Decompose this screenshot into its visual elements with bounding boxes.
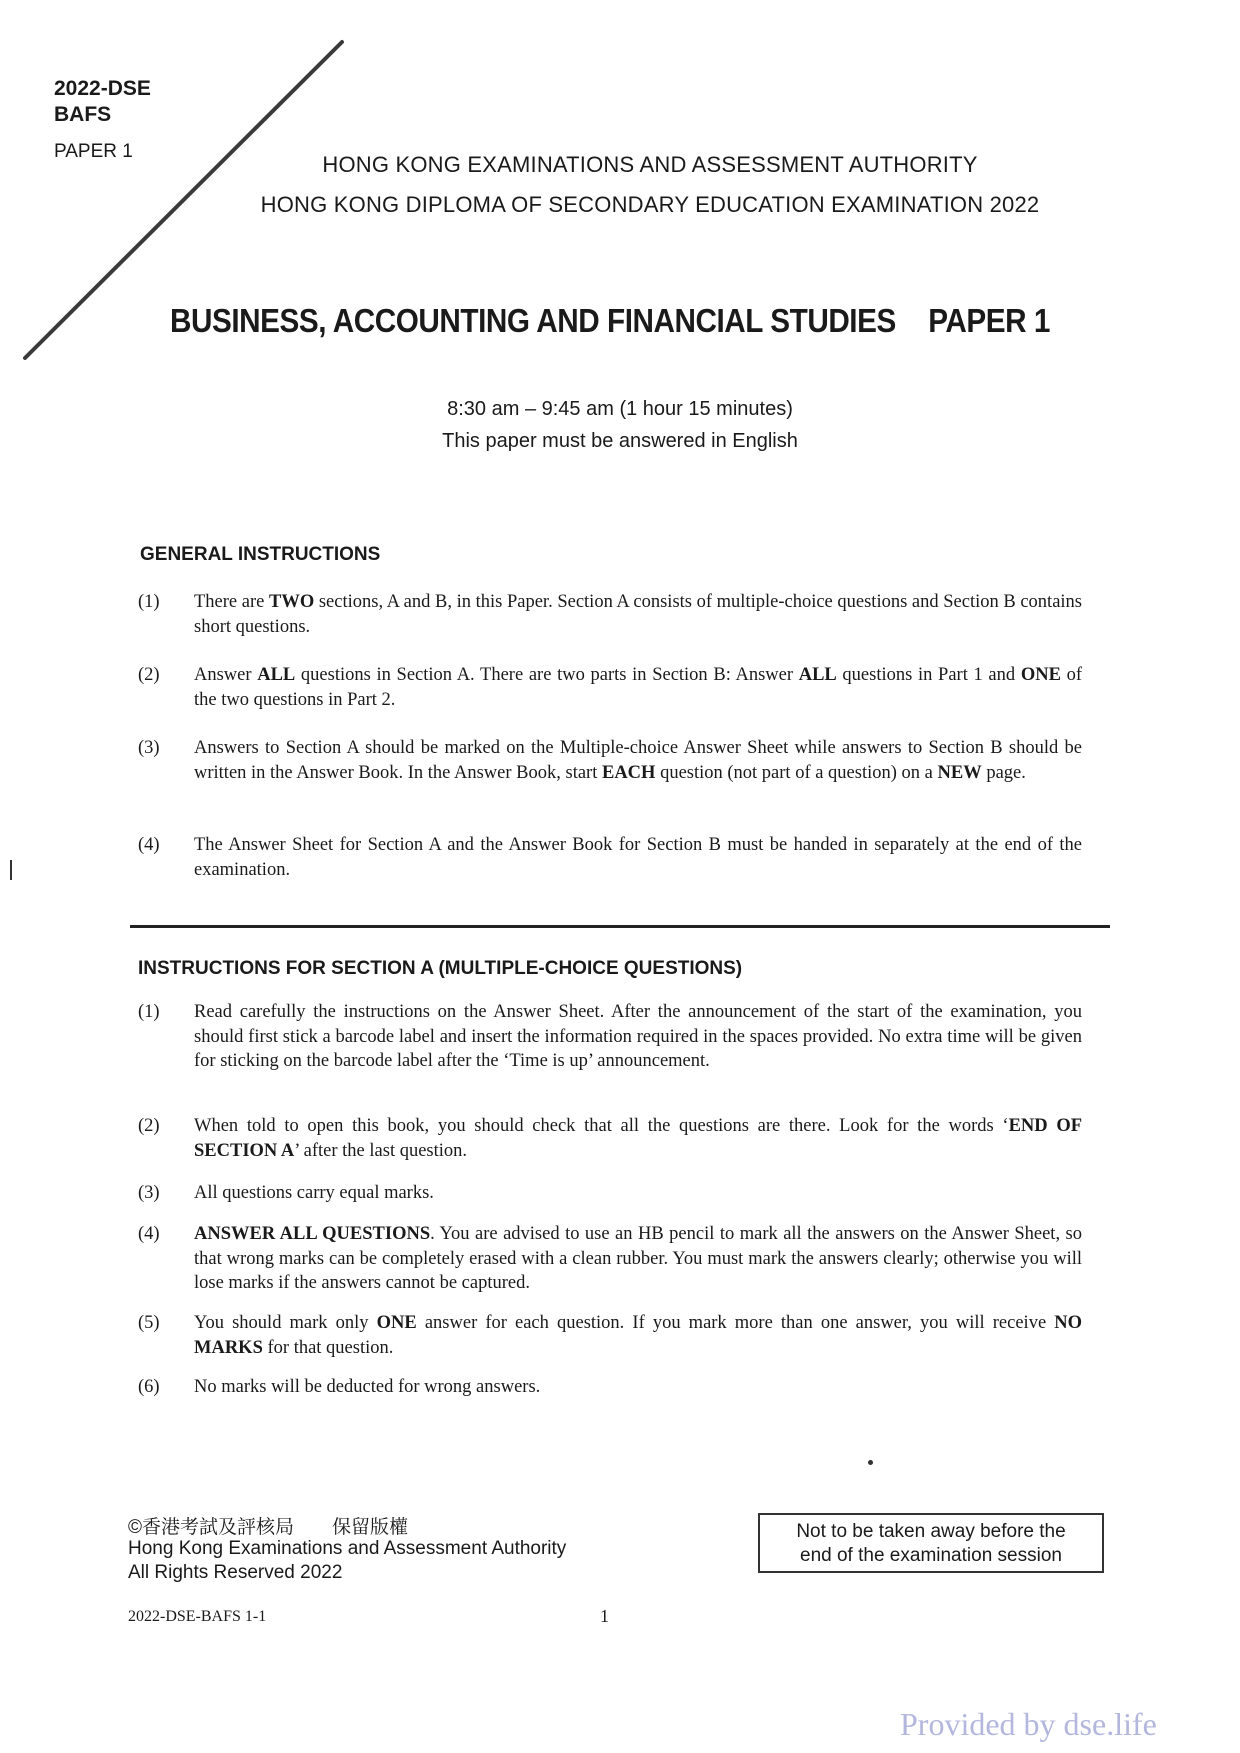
item-number: (4) xyxy=(138,835,160,855)
item-number: (3) xyxy=(138,738,160,758)
subject-title: BUSINESS, ACCOUNTING AND FINANCIAL STUDIES xyxy=(170,302,896,339)
notice-box xyxy=(758,1513,1104,1573)
notice-line: end of the examination session xyxy=(800,1545,1062,1566)
scan-dot xyxy=(868,1460,873,1465)
scan-mark xyxy=(10,860,12,880)
copyright-rights: All Rights Reserved 2022 xyxy=(128,1562,343,1583)
item-number: (6) xyxy=(138,1377,160,1397)
item-text: ANSWER ALL QUESTIONS. You are advised to use an HB pencil to mark all the answers on the Answer Sheet, so that wrong marks can be completely erased with a clean rubber. You must mark the answers clearly; otherwise you will lose marks if the answers cannot be captured. xyxy=(194,1224,1082,1293)
item-number: (4) xyxy=(138,1224,160,1244)
item-number: (5) xyxy=(138,1313,160,1333)
item-text: No marks will be deducted for wrong answers. xyxy=(194,1377,541,1397)
item-text: All questions carry equal marks. xyxy=(194,1183,434,1203)
section-divider xyxy=(130,925,1110,928)
item-number: (2) xyxy=(138,1116,160,1136)
item-text: You should mark only ONE answer for each question. If you mark more than one answer, you will receive NO MARKS for that question. xyxy=(194,1313,1083,1358)
item-text: When told to open this book, you should check that all the questions are there. Look for the words ‘END OF SECTION A’ after the last question. xyxy=(194,1116,1083,1161)
copyright-english: Hong Kong Examinations and Assessment Authority xyxy=(128,1538,567,1559)
copyright-chinese: ©香港考試及評核局 保留版權 xyxy=(128,1517,409,1538)
language-note: This paper must be answered in English xyxy=(442,430,798,452)
section-a-heading: INSTRUCTIONS FOR SECTION A (MULTIPLE-CHOICE QUESTIONS) xyxy=(138,958,743,979)
corner-exam-code xyxy=(54,76,151,128)
item-text: Answer ALL questions in Section A. There are two parts in Section B: Answer ALL questions in Part 1 and ONE of the two questions in Part 2. xyxy=(194,665,1083,710)
item-number: (1) xyxy=(138,592,160,612)
item-text: Answers to Section A should be marked on the Multiple-choice Answer Sheet while answers to Section B should be written in the Answer Book. In the Answer Book, start EACH question (not part of a question) on a NEW page. xyxy=(194,738,1082,783)
item-text: Read carefully the instructions on the Answer Sheet. After the announcement of the start of the examination, you should first stick a barcode label and insert the information required in the spaces provided. No extra time will be given for sticking on the barcode label after the ‘Time is up’ announcement. xyxy=(194,1002,1082,1071)
item-number: (3) xyxy=(138,1183,160,1203)
page-title xyxy=(170,302,1050,340)
exam-name: HONG KONG DIPLOMA OF SECONDARY EDUCATION EXAMINATION 2022 xyxy=(260,192,1040,217)
notice-line: Not to be taken away before the xyxy=(796,1521,1066,1542)
corner-subject-line: BAFS xyxy=(54,103,112,126)
authority-name: HONG KONG EXAMINATIONS AND ASSESSMENT AUTHORITY xyxy=(322,152,978,177)
item-text: There are TWO sections, A and B, in this Paper. Section A consists of multiple-choice questions and Section B contains short questions. xyxy=(194,592,1082,637)
paper-title: PAPER 1 xyxy=(928,302,1050,339)
corner-code-line: 2022-DSE xyxy=(54,77,151,100)
item-text: The Answer Sheet for Section A and the Answer Book for Section B must be handed in separately at the end of the examination. xyxy=(194,835,1082,880)
page-number: 1 xyxy=(600,1606,609,1626)
exam-time: 8:30 am – 9:45 am (1 hour 15 minutes) xyxy=(447,398,793,420)
watermark-provided-by: Provided by dse.life xyxy=(900,1706,1157,1742)
corner-paper-label: PAPER 1 xyxy=(54,141,133,162)
general-instructions-heading: GENERAL INSTRUCTIONS xyxy=(140,544,381,565)
item-number: (1) xyxy=(138,1002,160,1022)
item-number: (2) xyxy=(138,665,160,685)
footer-paper-code: 2022-DSE-BAFS 1-1 xyxy=(128,1608,267,1625)
